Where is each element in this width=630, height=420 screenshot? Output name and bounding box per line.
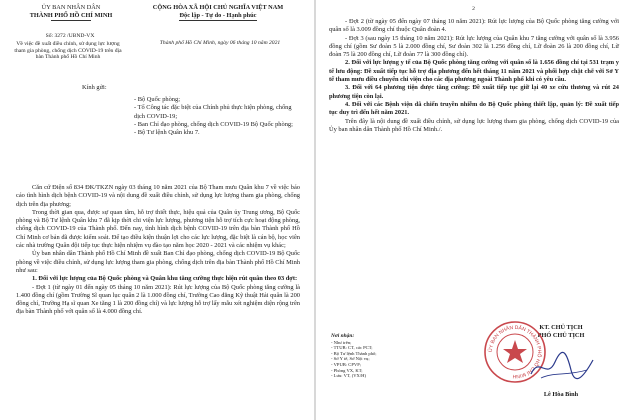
paragraph: 3. Đối với 64 phương tiện được tăng cường: Đề xuất tiếp tục giữ lại 40 xe cứu thương và rút 24 phương tiện còn lại.: [329, 84, 619, 100]
paragraph: - Đợt 3 (sau ngày 15 tháng 10 năm 2021): Rút lực lượng của Quân khu 7 tăng cường với quân số là 3.956 đồng chí (gồm Sư đoàn 5 là 2.000 đồng chí, Sư đoàn 302 là 1.256 đồng chí, Lữ đoàn 26 là 200 đồng chí, Lữ đoàn 75 là 200 đồng chí, Lữ đoàn 77 là 300 đồng chí).: [329, 34, 619, 59]
paragraph: - Đợt 2 (từ ngày 05 đến ngày 07 tháng 10 năm 2021): Rút lực lượng của Bộ Quốc phòng tăng cường với quân số là 3.009 đồng chí thuộc Quân đoàn 4.: [329, 18, 619, 34]
signer-name: Lê Hòa Bình: [543, 391, 579, 398]
paragraph: Trong thời gian qua, được sự quan tâm, hỗ trợ thiết thực, hiệu quả của Quân ủy Trung ương, Bộ Quốc phòng và Bộ Tư lệnh Quân khu 7 đã kịp thời chi viện lực lượng, phương tiện hỗ trợ tích cực hoạt động phòng, chống dịch COVID-19 của Thành phố. Đến nay, tình hình dịch bệnh COVID-19 trên địa bàn Thành phố Hồ Chí Minh cơ bản đã được kiểm soát. Để tạo điều kiện thuận lợi cho các lực lượng, đặc biệt là cán bộ, học viên các nhà trường Quân đội tiếp tục thực hiện nhiệm vụ đào tạo năm học 2020 - 2021 và các nhiệm vụ khác;: [16, 208, 300, 250]
recipient-item: - Bộ Quốc phòng;: [134, 96, 180, 103]
agency-underline: [51, 20, 91, 21]
page1-body: [16, 184, 300, 317]
sign-line2: PHÓ CHỦ TỊCH: [537, 331, 585, 339]
place-date: Thành phố Hồ Chí Minh, ngày 06 tháng 10 năm 2021: [159, 40, 281, 46]
doc-summary: Về việc đề xuất điều chỉnh, sử dụng lực lượng tham gia phòng, chống dịch COVID-19 trên địa bàn Thành phố Hồ Chí Minh: [14, 41, 122, 61]
recipient-list-item: - TTUB: CT, các PCT;: [331, 345, 373, 351]
paragraph: Ủy ban nhân dân Thành phố Hồ Chí Minh đề xuất Ban Chỉ đạo phòng, chống dịch COVID-19 Bộ Quốc phòng về việc điều chỉnh, sử dụng lực lượng tham gia phòng, chống dịch trên địa bàn Thành phố Hồ Chí Minh như sau:: [16, 250, 300, 274]
page2-body: [329, 18, 619, 134]
national-header: [128, 4, 308, 21]
agency-header: [12, 4, 130, 21]
nation-line1: CỘNG HÒA XÃ HỘI CHỦ NGHĨA VIỆT NAM: [152, 4, 284, 11]
paragraph: - Đợt 1 (từ ngày 01 đến ngày 05 tháng 10 năm 2021): Rút lực lượng của Bộ Quốc phòng tăng cường là 1.400 đồng chí (gồm Trường Sĩ quan lục quân 2 là 1.000 đồng chí, Trường Cao đẳng Kỹ thuật Hải quân là 200 đồng chí, Trường Hạ sĩ quan Xe tăng 1 là 200 đồng chí) và lực lượng hỗ trợ lấy mẫu xét nghiệm diện rộng trên địa bàn Thành phố với quân số là 4.000 đồng chí.: [16, 283, 300, 316]
document-page-2: [317, 0, 630, 420]
paragraph: 2. Đối với lực lượng y tế của Bộ Quốc phòng tăng cường với quân số là 1.656 đồng chí tại 531 trạm y tế lưu động: Đề xuất tiếp tục hỗ trợ địa phương đến hết tháng 11 năm 2021 và phối hợp chặt chẽ với Sở Y tế tham mưu điều chuyển chi viện cho các địa phương ngoài Thành phố khi có yêu cầu.: [329, 59, 619, 84]
recipient-list-item: - VPUB: CPVP;: [331, 361, 362, 367]
agency-name-line1: ỦY BAN NHÂN DÂN: [41, 4, 101, 11]
recipient-list-title: Nơi nhận:: [331, 333, 355, 339]
handwritten-signature-icon: [527, 350, 597, 384]
recipients-title: Kính gửi:: [82, 84, 107, 91]
recipients-list: [134, 96, 304, 137]
seal-text: ỦY BAN NHÂN DÂN THÀNH PHỐ HỒ CHÍ MINH: [487, 324, 543, 380]
recipient-item: - Ban Chỉ đạo phòng, chống dịch COVID-19 Bộ Quốc phòng;: [134, 120, 293, 128]
recipient-list: [331, 340, 441, 379]
sign-line1: KT. CHỦ TỊCH: [539, 324, 583, 331]
page-number: 2: [472, 6, 475, 12]
recipient-list-item: - Sở Y tế, Sở Nội vụ;: [331, 356, 370, 362]
paragraph: Trên đây là nội dung đề xuất điều chỉnh, sử dụng lực lượng tham gia phòng, chống dịch COVID-19 của Ủy ban nhân dân Thành phố Hồ Chí Minh./.: [329, 117, 619, 133]
paragraph: Căn cứ Điện số 834 ĐK/TKZN ngày 03 tháng 10 năm 2021 của Bộ Tham mưu Quân khu 7 về việc báo cáo tình hình dịch bệnh COVID-19 và nội dung đề xuất điều chỉnh, sử dụng lực lượng tham gia phòng, chống dịch trên địa phương;: [16, 184, 300, 208]
recipient-list-item: - Phòng VX, KT;: [331, 367, 363, 373]
recipient-item: - Tổ Công tác đặc biệt của Chính phủ thực hiện phòng, chống dịch COVID-19;: [134, 104, 292, 120]
page-divider: [314, 0, 316, 420]
recipient-list-block: [331, 334, 441, 379]
paragraph: 4. Đối với các Bệnh viện dã chiến truyền nhiễm do Bộ Quốc phòng thiết lập, quản lý: Đề xuất tiếp tục duy trì đến hết năm 2021.: [329, 100, 619, 117]
nation-line2: Độc lập - Tự do - Hạnh phúc: [179, 11, 257, 19]
paragraph: 1. Đối với lực lượng của Bộ Quốc phòng và Quân khu tăng cường thực hiện rút quân theo 03 đợt:: [32, 275, 298, 283]
recipient-item: - Bộ Tư lệnh Quân khu 7.: [134, 129, 200, 137]
recipient-list-item: - Bộ Tư lệnh Thành phố;: [331, 350, 377, 356]
agency-name-line2: THÀNH PHỐ HỒ CHÍ MINH: [29, 11, 113, 19]
doc-number: Số: 3272 /UBND-VX: [45, 33, 95, 39]
recipient-list-item: - Lưu: VT, (VX/H): [331, 373, 366, 379]
document-page-1: [0, 0, 313, 420]
recipient-list-item: - Như trên;: [331, 339, 352, 345]
nation-underline: [179, 20, 257, 21]
